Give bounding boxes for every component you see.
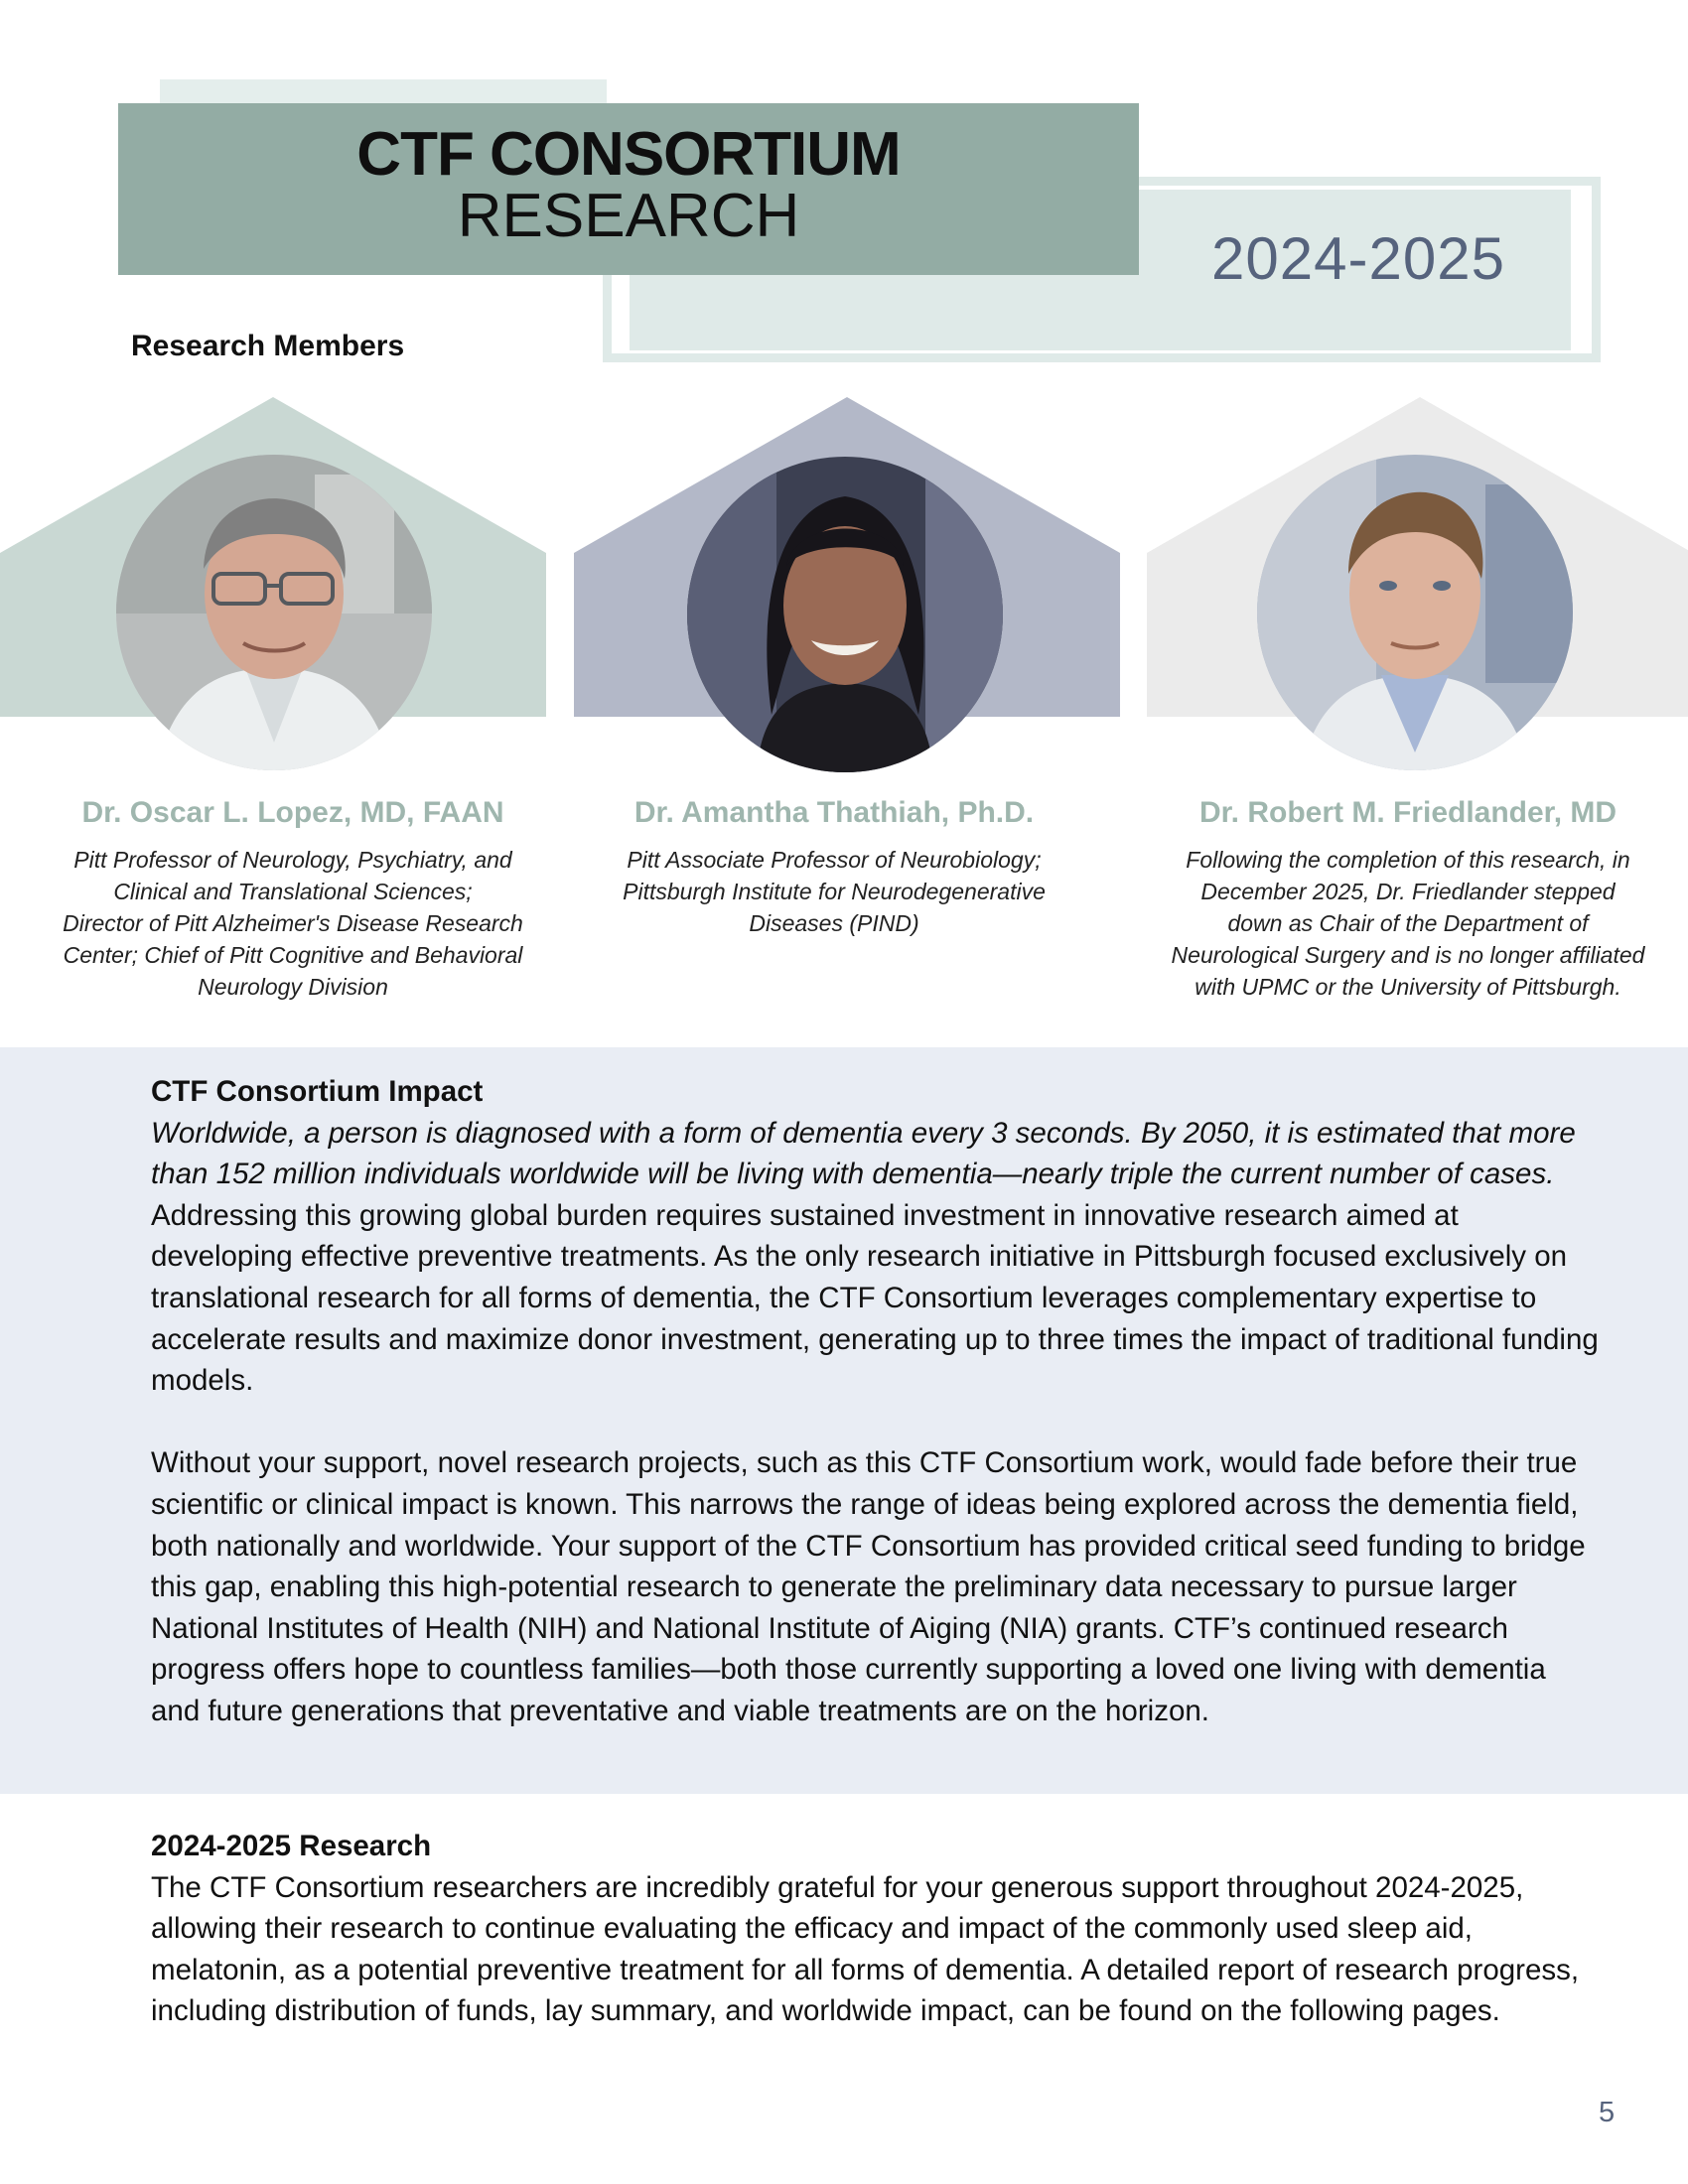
desc-line: Pitt Associate Professor of Neurobiology;	[627, 847, 1042, 873]
impact-statistic-text: Worldwide, a person is diagnosed with a form of dementia every 3 seconds. By 2050, it is estimated that more than 152 million individuals worldwide will be living with dementia—nearly triple the current number of cases.	[151, 1116, 1576, 1191]
desc-line: Director of Pitt Alzheimer's Disease Research	[63, 910, 523, 936]
member-3-photo	[1257, 455, 1573, 770]
impact-paragraph-2: Without your support, novel research projects, such as this CTF Consortium work, would fade before their true scientific or clinical impact is known. This narrows the range of ideas being explored across the dementia field, both nationally and worldwide. Your support of the CTF Consortium has provided critical seed funding to bridge this gap, enabling this high-potential research to generate the preliminary data necessary to pursue larger National Institutes of Health (NIH) and National Institute of Aiging (NIA) grants. CTF’s continued research progress offers hope to countless families—both those currently supporting a loved one living with dementia and future generations that preventative and viable treatments are on the horizon.	[151, 1446, 1586, 1727]
impact-body-text: Addressing this growing global burden requires sustained investment in innovative research aimed at developing effective preventive treatments. As the only research initiative in Pittsburgh focused exclusively on translational research for all forms of dementia, the CTF Consortium leverages complementary expertise to accelerate results and maximize donor investment, generating up to three times the impact of traditional funding models.	[151, 1198, 1599, 1398]
page-number: 5	[1599, 2097, 1616, 2128]
desc-line: Following the completion of this research, in	[1186, 847, 1630, 873]
impact-heading: CTF Consortium Impact	[151, 1075, 484, 1108]
member-1-name: Dr. Oscar L. Lopez, MD, FAAN	[81, 796, 504, 829]
header-accent-top	[160, 79, 607, 105]
page-subtitle: RESEARCH	[457, 182, 800, 250]
member-2-name: Dr. Amantha Thathiah, Ph.D.	[633, 796, 1035, 829]
section-label-members: Research Members	[131, 330, 405, 362]
member-1-description	[0, 844, 586, 1003]
research-paragraph: The CTF Consortium researchers are incredibly grateful for your generous support throughout 2024-2025, allowing their research to continue evaluating the efficacy and impact of the commonly used sleep aid, melatonin, as a potential preventive treatment for all forms of dementia. A detailed report of research progress, including distribution of funds, lay summary, and worldwide impact, can be found on the following pages.	[151, 1870, 1580, 2028]
desc-line: December 2025, Dr. Friedlander stepped	[1200, 879, 1616, 904]
desc-line: Center; Chief of Pitt Cognitive and Behavioral	[63, 942, 523, 968]
desc-line: Neurological Surgery and is no longer affiliated	[1171, 942, 1645, 968]
page-title: CTF CONSORTIUM	[356, 120, 901, 189]
desc-line: Pitt Professor of Neurology, Psychiatry, and	[73, 847, 512, 873]
member-1-photo	[116, 455, 432, 770]
impact-paragraph-1	[151, 1113, 1601, 1402]
desc-line: down as Chair of the Department of	[1227, 910, 1589, 936]
member-3-name: Dr. Robert M. Friedlander, MD	[1198, 796, 1618, 829]
desc-line: with UPMC or the University of Pittsburgh.	[1195, 974, 1621, 1000]
research-heading: 2024-2025 Research	[151, 1830, 432, 1862]
member-2-photo	[687, 457, 1003, 772]
member-3-description	[1115, 844, 1688, 1003]
impact-section	[151, 1071, 1601, 1732]
desc-line: Diseases (PIND)	[749, 910, 919, 936]
year-label: 2024-2025	[1211, 225, 1505, 292]
research-section	[151, 1826, 1601, 2032]
desc-line: Pittsburgh Institute for Neurodegenerative	[623, 879, 1046, 904]
desc-line: Neurology Division	[198, 974, 388, 1000]
desc-line: Clinical and Translational Sciences;	[113, 879, 473, 904]
member-2-description	[541, 844, 1127, 939]
